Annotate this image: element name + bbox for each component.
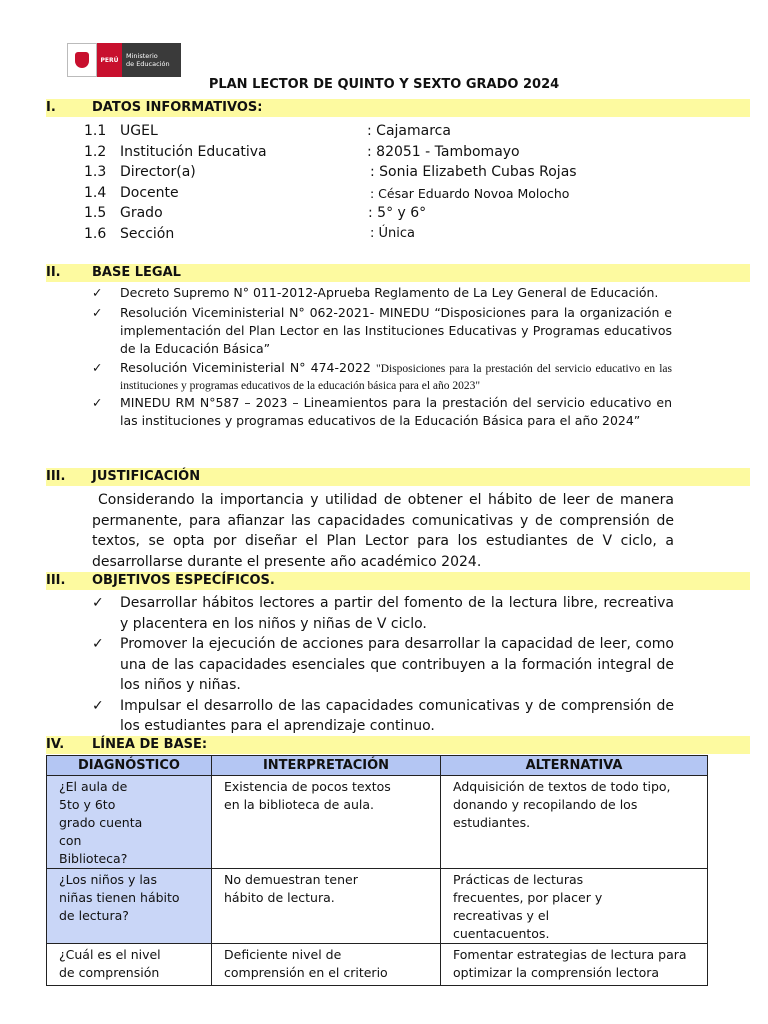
table-cell: ¿El aula de 5to y 6to grado cuenta con Biblioteca? — [47, 776, 212, 869]
objetivo-item: ✓ Impulsar el desarrollo de las capacidades comunicativas y de comprensión de los estudiantes para el aprendizaje continuo. — [92, 697, 674, 734]
check-icon: ✓ — [92, 697, 104, 714]
check-icon: ✓ — [92, 285, 103, 300]
objetivo-item: ✓ Desarrollar hábitos lectores a partir del fomento de la lectura libre, recreativa y placentera en los niños y niñas de V ciclo. — [92, 595, 674, 632]
peru-seal-icon — [67, 43, 97, 77]
check-icon: ✓ — [92, 395, 103, 410]
objetivos-list — [92, 593, 674, 737]
table-cell: ¿Los niños y las niñas tienen hábito de lectura? — [47, 869, 212, 944]
section-base-legal-heading: II. BASE LEGAL — [46, 265, 181, 280]
table-cell: Fomentar estrategias de lectura para optimizar la comprensión lectora — [441, 944, 708, 986]
table-row — [47, 944, 708, 986]
table-cell: No demuestran tener hábito de lectura. — [212, 869, 441, 944]
document-title: PLAN LECTOR DE QUINTO Y SEXTO GRADO 2024 — [208, 77, 560, 92]
ministry-logo — [67, 43, 181, 77]
table-row — [47, 869, 708, 944]
linea-base-table — [46, 755, 708, 986]
section-linea-base-heading: IV. LÍNEA DE BASE: — [46, 737, 208, 752]
legal-item: ✓ Resolución Viceministerial N° 062-2021- MINEDU “Disposiciones para la organización e implementación del Plan Lector en las Instituciones Educativas y Programas educativos de la Educación Básica” — [92, 305, 672, 356]
check-icon: ✓ — [92, 595, 104, 611]
column-header: INTERPRETACIÓN — [212, 756, 441, 776]
table-cell: Adquisición de textos de todo tipo, donando y recopilando de los estudiantes. — [441, 776, 708, 869]
check-icon: ✓ — [92, 305, 103, 320]
section-objetivos-heading: III. OBJETIVOS ESPECÍFICOS. — [46, 573, 275, 588]
column-header: DIAGNÓSTICO — [47, 756, 212, 776]
logo-country: PERÚ — [97, 43, 122, 77]
logo-ministry: Ministerio de Educación — [122, 43, 181, 77]
table-cell: Existencia de pocos textos en la biblioteca de aula. — [212, 776, 441, 869]
check-icon: ✓ — [92, 636, 104, 652]
objetivo-item: ✓ Promover la ejecución de acciones para desarrollar la capacidad de leer, como una de las capacidades esenciales que contribuyen a la formación integral de los niños y niñas. — [92, 636, 674, 693]
table-cell: Deficiente nivel de comprensión en el criterio — [212, 944, 441, 986]
legal-item: ✓ Decreto Supremo N° 011-2012-Aprueba Reglamento de La Ley General de Educación. — [92, 285, 659, 300]
table-cell: Prácticas de lecturas frecuentes, por placer y recreativas y el cuentacuentos. — [441, 869, 708, 944]
table-row — [47, 776, 708, 869]
table-cell: ¿Cuál es el nivel de comprensión — [47, 944, 212, 986]
check-icon: ✓ — [92, 360, 103, 375]
section-datos-heading: I. DATOS INFORMATIVOS: — [46, 100, 263, 115]
table-header-row — [47, 756, 708, 776]
legal-item: ✓ MINEDU RM N°587 – 2023 – Lineamientos para la prestación del servicio educativo en las instituciones y programas educativos de la Educación Básica para el año 2024” — [92, 395, 672, 428]
justificacion-text: Considerando la importancia y utilidad de obtener el hábito de leer de manera permanente, para afianzar las capacidades comunicativas y de comprensión de textos, se opta por diseñar el Plan Lector para los estudiantes de V ciclo, a desarrollarse durante el presente año académico 2024. — [92, 492, 674, 570]
base-legal-list — [92, 284, 672, 430]
section-justificacion-heading: III. JUSTIFICACIÓN — [46, 469, 201, 484]
column-header: ALTERNATIVA — [441, 756, 708, 776]
legal-item: ✓ Resolución Viceministerial N° 474-2022 "Disposiciones para la prestación del servicio educativo en las instituciones y programas educativos de la educación básica para el año 2023" — [92, 360, 672, 392]
